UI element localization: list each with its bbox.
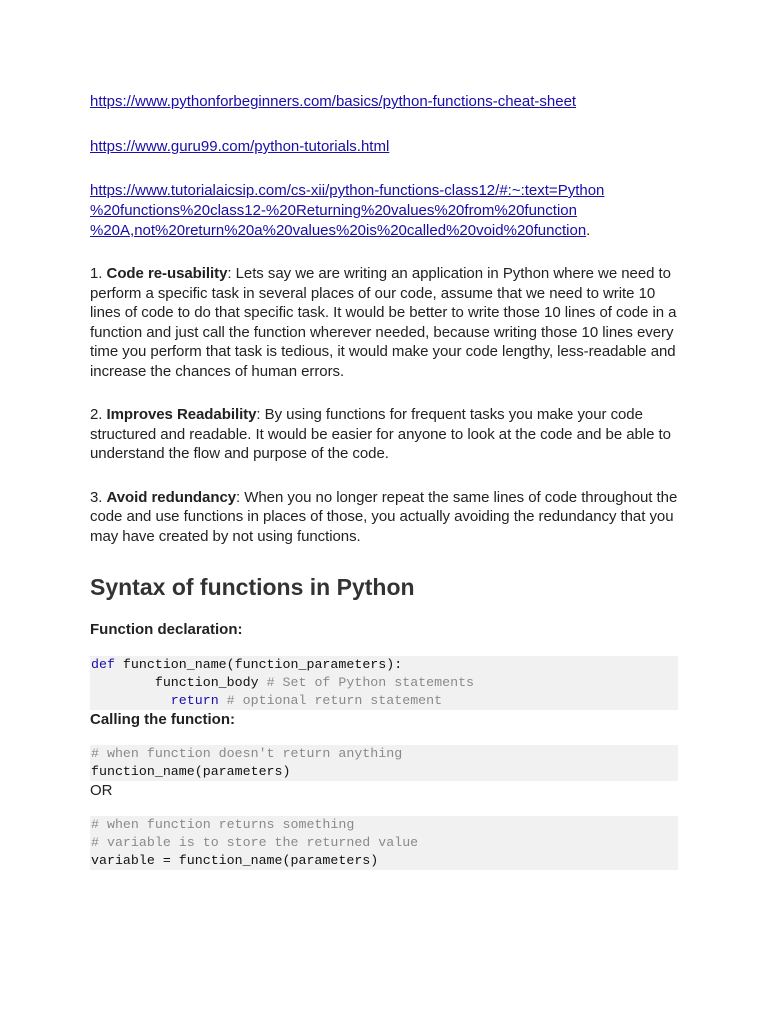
- section-title: Syntax of functions in Python: [90, 574, 415, 600]
- document-page: [90, 92, 678, 870]
- point-code-reusability: [90, 264, 678, 381]
- call-no-return-code: [90, 745, 678, 781]
- link-guru99[interactable]: https://www.guru99.com/python-tutorials.html: [90, 138, 390, 155]
- function-declaration-heading: Function declaration:: [90, 621, 243, 638]
- point-text: : Lets say we are writing an application in Python where we need to perform a specific task in several places of our code, assume that we need to write 10 lines of code to do that specific task. It would be better to write those 10 lines of code in a function and just call the function wherever needed, because writing those 10 lines every time you perform that task is tedious, it would make your code lengthy, less-readable and increase the chances of human errors.: [90, 265, 677, 380]
- function-declaration-code: [90, 656, 678, 710]
- code-comment: # when function returns something: [91, 817, 355, 832]
- link-python-for-beginners[interactable]: https://www.pythonforbeginners.com/basics/python-functions-cheat-sheet: [90, 93, 577, 110]
- code-comment: # when function doesn't return anything: [91, 746, 403, 761]
- code-assignment: variable = function_name(parameters): [91, 853, 379, 868]
- link-tutorialaicsip[interactable]: [90, 182, 604, 239]
- code-comment: # variable is to store the returned value: [91, 835, 419, 850]
- keyword-return: return: [170, 693, 219, 708]
- link-guru99-block: [90, 137, 678, 157]
- point-text: : When you no longer repeat the same lines of code throughout the code and use functions in places of those, you actually avoiding the redundancy that you may have created by not using functions.: [90, 488, 678, 545]
- point-avoid-redundancy: [90, 488, 678, 547]
- link-line-1: https://www.tutorialaicsip.com/cs-xii/python-functions-class12/#:~:text=Python: [90, 182, 605, 199]
- point-term: Code re-usability: [106, 265, 228, 282]
- link-tutorialaicsip-block: [90, 181, 678, 241]
- code-comment: # Set of Python statements: [266, 675, 475, 690]
- code-call: function_name(parameters): [91, 764, 291, 779]
- point-number: 1.: [90, 265, 107, 282]
- point-number: 3.: [90, 488, 107, 506]
- link-python-for-beginners-block: [90, 92, 678, 112]
- code-function-body: function_body: [154, 675, 259, 690]
- code-line-1-rest: function_name(function_parameters):: [114, 657, 403, 672]
- code-comment: # optional return statement: [226, 693, 443, 708]
- or-label: OR: [90, 782, 113, 799]
- link-trailing-period: .: [586, 222, 591, 239]
- point-number: 2.: [90, 406, 107, 423]
- point-improves-readability: [90, 405, 678, 464]
- call-with-return-code: [90, 816, 678, 870]
- link-line-2: %20functions%20class12-%20Returning%20values%20from%20function: [90, 202, 577, 219]
- calling-function-heading: Calling the function:: [90, 711, 235, 728]
- point-text: : By using functions for frequent tasks you make your code structured and readable. It would be easier for anyone to look at the code and be able to understand the flow and purpose of the code.: [90, 406, 671, 462]
- keyword-def: def: [91, 657, 115, 672]
- point-term: Avoid redundancy: [106, 488, 237, 506]
- link-line-3: %20A,not%20return%20a%20values%20is%20called%20void%20function: [90, 222, 587, 239]
- point-term: Improves Readability: [106, 406, 257, 423]
